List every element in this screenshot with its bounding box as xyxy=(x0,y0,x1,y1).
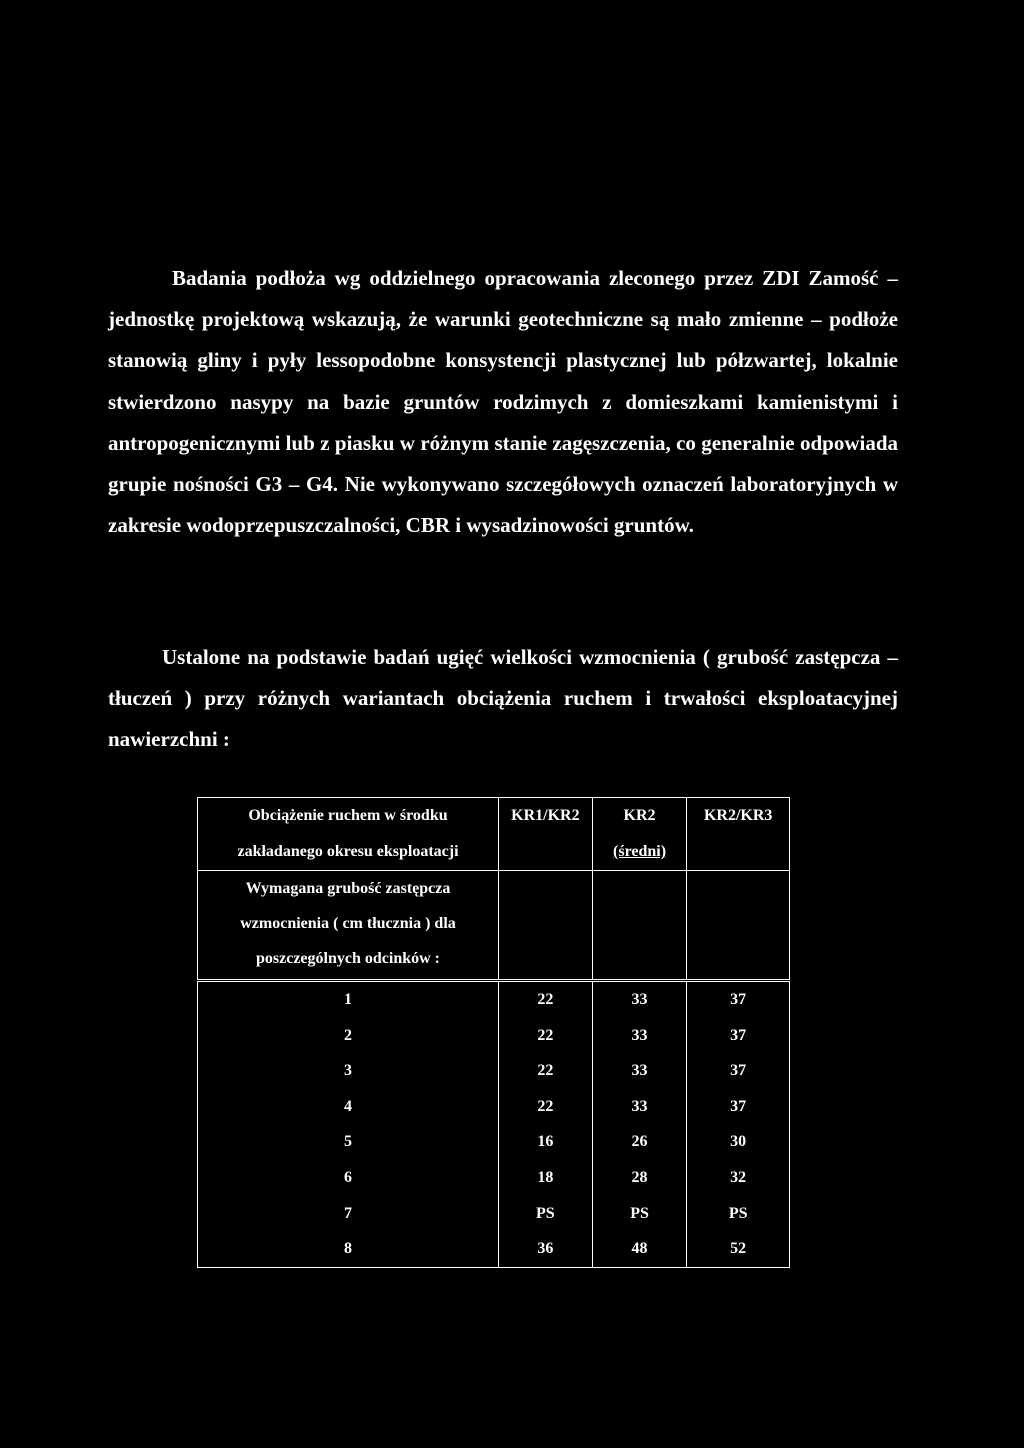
reinforcement-table xyxy=(197,797,790,1268)
table-row xyxy=(198,1018,790,1054)
paragraph-soil-investigation: Badania podłoża wg oddzielnego opracowania zleconego przez ZDI Zamość – jednostkę projektową wskazują, że warunki geotechniczne są mało zmienne – podłoże stanowią gliny i pyły lessopodobne konsystencji plastycznej lub półzwartej, lokalnie stwierdzono nasypy na bazie gruntów rodzimych z domieszkami kamienistymi i antropogenicznymi lub z piasku w różnym stanie zagęszczenia, co generalnie odpowiada grupie nośności G3 – G4. Nie wykonywano szczegółowych oznaczeń laboratoryjnych w zakresie wodoprzepuszczalności, CBR i wysadzinowości gruntów. xyxy=(108,266,898,538)
value-kr2-kr3: 37 xyxy=(687,1053,790,1089)
value-kr2-kr3: 37 xyxy=(687,1089,790,1125)
value-kr1-kr2: 18 xyxy=(499,1160,593,1196)
value-kr2: 33 xyxy=(592,1053,687,1089)
value-kr1-kr2: 16 xyxy=(499,1124,593,1160)
table-row xyxy=(198,982,790,1018)
empty-cell xyxy=(592,871,687,981)
requirement-label-line: poszczególnych odcinków : xyxy=(256,950,440,967)
table-requirement-row xyxy=(198,871,790,981)
column-label: KR2 xyxy=(623,807,656,824)
value-kr1-kr2: 22 xyxy=(499,1089,593,1125)
table-header-row xyxy=(198,798,790,871)
segment-number: 1 xyxy=(198,982,499,1018)
segment-number: 4 xyxy=(198,1089,499,1125)
column-label: KR2/KR3 xyxy=(703,807,773,824)
header-load-label-line: Obciążenie ruchem w środku xyxy=(248,807,448,824)
requirement-label-line: wzmocnienia ( cm tłucznia ) dla xyxy=(240,915,456,932)
value-kr1-kr2: PS xyxy=(499,1196,593,1232)
requirement-label-line: Wymagana grubość zastępcza xyxy=(245,880,451,897)
empty-cell xyxy=(687,871,790,981)
header-load-label-line: zakładanego okresu eksploatacji xyxy=(237,843,459,860)
table-row xyxy=(198,1231,790,1267)
column-sublabel: (średni) xyxy=(613,843,667,860)
segment-number: 3 xyxy=(198,1053,499,1089)
value-kr2: 28 xyxy=(592,1160,687,1196)
table-row xyxy=(198,1124,790,1160)
value-kr2-kr3: PS xyxy=(687,1196,790,1232)
empty-cell xyxy=(499,871,593,981)
header-column-kr2 xyxy=(592,798,687,871)
value-kr2-kr3: 32 xyxy=(687,1160,790,1196)
value-kr1-kr2: 22 xyxy=(499,1053,593,1089)
value-kr2-kr3: 37 xyxy=(687,1018,790,1054)
value-kr1-kr2: 36 xyxy=(499,1231,593,1267)
value-kr2-kr3: 37 xyxy=(687,982,790,1018)
requirement-label xyxy=(198,871,499,981)
value-kr2: 48 xyxy=(592,1231,687,1267)
header-load-label xyxy=(198,798,499,871)
segment-number: 7 xyxy=(198,1196,499,1232)
value-kr1-kr2: 22 xyxy=(499,1018,593,1054)
value-kr2: 26 xyxy=(592,1124,687,1160)
value-kr2: 33 xyxy=(592,1089,687,1125)
column-label: KR1/KR2 xyxy=(511,807,580,824)
header-column-kr2-kr3 xyxy=(687,798,790,871)
paragraph-reinforcement-intro: Ustalone na podstawie badań ugięć wielkości wzmocnienia ( grubość zastępcza – tłuczeń ) przy różnych wariantach obciążenia ruchem i trwałości eksploatacyjnej nawierzchni : xyxy=(108,645,898,752)
header-column-kr1-kr2 xyxy=(499,798,593,871)
value-kr2-kr3: 30 xyxy=(687,1124,790,1160)
segment-number: 2 xyxy=(198,1018,499,1054)
value-kr2: 33 xyxy=(592,982,687,1018)
table-row xyxy=(198,1089,790,1125)
table-row xyxy=(198,1196,790,1232)
value-kr1-kr2: 22 xyxy=(499,982,593,1018)
segment-number: 5 xyxy=(198,1124,499,1160)
value-kr2: 33 xyxy=(592,1018,687,1054)
table-row xyxy=(198,1160,790,1196)
table-row xyxy=(198,1053,790,1089)
value-kr2-kr3: 52 xyxy=(687,1231,790,1267)
segment-number: 6 xyxy=(198,1160,499,1196)
segment-number: 8 xyxy=(198,1231,499,1267)
value-kr2: PS xyxy=(592,1196,687,1232)
